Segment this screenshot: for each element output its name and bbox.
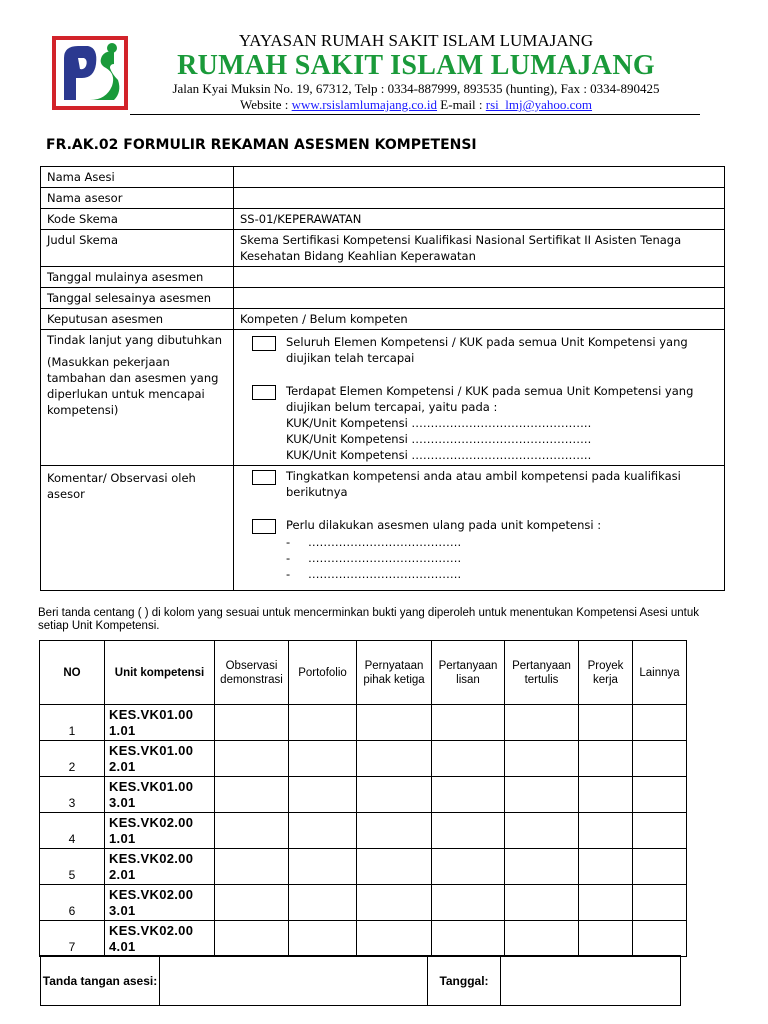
evidence-check-cell[interactable] bbox=[357, 741, 432, 777]
evidence-check-cell[interactable] bbox=[289, 705, 357, 741]
header-observasi: Observasi demonstrasi bbox=[215, 641, 289, 705]
evidence-check-cell[interactable] bbox=[432, 813, 505, 849]
evidence-check-cell[interactable] bbox=[579, 885, 633, 921]
signature-table bbox=[40, 955, 681, 1006]
tanggal-selesai-field[interactable] bbox=[234, 288, 725, 309]
evidence-check-cell[interactable] bbox=[432, 705, 505, 741]
evidence-check-cell[interactable] bbox=[215, 777, 289, 813]
evidence-check-cell[interactable] bbox=[289, 777, 357, 813]
row-komentar bbox=[41, 466, 725, 591]
row-number: 3 bbox=[40, 777, 105, 813]
row-kode-skema bbox=[41, 209, 725, 230]
evidence-check-cell[interactable] bbox=[432, 741, 505, 777]
unit-code-line-2: 1.01 bbox=[109, 722, 136, 738]
row-number: 7 bbox=[40, 921, 105, 957]
dash-line-3: - …………………………………. bbox=[286, 567, 462, 581]
kode-skema-label: Kode Skema bbox=[41, 209, 234, 230]
header-pertanyaan-lisan: Pertanyaan lisan bbox=[432, 641, 505, 705]
unit-code-line-1: KES.VK02.00 bbox=[109, 886, 194, 902]
hospital-logo bbox=[52, 36, 128, 110]
unit-code bbox=[105, 849, 215, 885]
evidence-check-cell[interactable] bbox=[432, 849, 505, 885]
evidence-check-cell[interactable] bbox=[505, 813, 579, 849]
evidence-check-cell[interactable] bbox=[579, 849, 633, 885]
tindak-lanjut-note: (Masukkan pekerjaan tambahan dan asesmen yang diperlukan untuk mencapai kompetensi) bbox=[47, 355, 219, 417]
unit-code bbox=[105, 777, 215, 813]
header-lainnya: Lainnya bbox=[633, 641, 687, 705]
evidence-check-cell[interactable] bbox=[633, 777, 687, 813]
table-row bbox=[40, 885, 687, 921]
komentar-option-1 bbox=[252, 468, 718, 500]
table-row bbox=[40, 921, 687, 957]
row-number: 5 bbox=[40, 849, 105, 885]
tanda-tangan-field[interactable] bbox=[160, 956, 428, 1006]
kuk-line-2: KUK/Unit Kompetensi ……………………………………….. bbox=[286, 432, 592, 446]
evidence-check-cell[interactable] bbox=[357, 777, 432, 813]
komentar-option-2-text: Perlu dilakukan asesmen ulang pada unit kompetensi : bbox=[286, 518, 602, 532]
header-divider bbox=[130, 114, 700, 115]
tindak-lanjut-label-cell bbox=[41, 330, 234, 466]
row-tindak-lanjut bbox=[41, 330, 725, 466]
evidence-check-cell[interactable] bbox=[215, 849, 289, 885]
judul-skema-label: Judul Skema bbox=[41, 230, 234, 267]
komentar-option-2 bbox=[252, 517, 718, 534]
checkbox-komentar-1[interactable] bbox=[252, 470, 276, 485]
email-label: E-mail : bbox=[440, 97, 483, 112]
table-row bbox=[40, 849, 687, 885]
unit-code bbox=[105, 885, 215, 921]
evidence-check-cell[interactable] bbox=[215, 885, 289, 921]
evidence-check-cell[interactable] bbox=[357, 921, 432, 957]
evidence-check-cell[interactable] bbox=[633, 705, 687, 741]
form-title: FR.AK.02 FORMULIR REKAMAN ASESMEN KOMPETENSI bbox=[46, 137, 477, 153]
units-header-row bbox=[40, 641, 687, 705]
header-pernyataan: Pernyataan pihak ketiga bbox=[357, 641, 432, 705]
foundation-name: YAYASAN RUMAH SAKIT ISLAM LUMAJANG bbox=[238, 31, 594, 50]
table-row bbox=[40, 705, 687, 741]
nama-asesi-label: Nama Asesi bbox=[41, 167, 234, 188]
komentar-option-1-text: Tingkatkan kompetensi anda atau ambil kompetensi pada kualifikasi berikutnya bbox=[286, 469, 681, 499]
evidence-check-cell[interactable] bbox=[579, 777, 633, 813]
kuk-line-3: KUK/Unit Kompetensi ……………………………………….. bbox=[286, 448, 592, 462]
evidence-check-cell[interactable] bbox=[289, 849, 357, 885]
evidence-check-cell[interactable] bbox=[357, 885, 432, 921]
judul-skema-value: Skema Sertifikasi Kompetensi Kualifikasi Nasional Sertifikat II Asisten Tenaga Kesehatan Bidang Keahlian Keperawatan bbox=[234, 230, 725, 267]
evidence-check-cell[interactable] bbox=[505, 741, 579, 777]
table-row bbox=[40, 777, 687, 813]
evidence-check-cell[interactable] bbox=[357, 705, 432, 741]
tindak-option-1 bbox=[252, 334, 718, 366]
instruction-note: Beri tanda centang ( ) di kolom yang sesuai untuk mencerminkan bukti yang diperoleh untuk menentukan Kompetensi Asesi untuk setiap Unit Kompetensi. bbox=[38, 607, 699, 632]
tanggal-label: Tanggal: bbox=[428, 956, 501, 1006]
checkbox-tindak-2[interactable] bbox=[252, 385, 276, 400]
evidence-check-cell[interactable] bbox=[289, 741, 357, 777]
tanda-tangan-label: Tanda tangan asesi: bbox=[41, 956, 160, 1006]
header-pertanyaan-tertulis: Pertanyaan tertulis bbox=[505, 641, 579, 705]
unit-code-line-2: 1.01 bbox=[109, 830, 136, 846]
evidence-check-cell[interactable] bbox=[633, 813, 687, 849]
evidence-check-cell[interactable] bbox=[579, 705, 633, 741]
unit-code-line-1: KES.VK02.00 bbox=[109, 922, 194, 938]
email-link[interactable]: rsi_lmj@yahoo.com bbox=[485, 97, 593, 112]
evidence-check-cell[interactable] bbox=[289, 813, 357, 849]
evidence-check-cell[interactable] bbox=[215, 921, 289, 957]
unit-code-line-1: KES.VK01.00 bbox=[109, 742, 194, 758]
evidence-check-cell[interactable] bbox=[633, 921, 687, 957]
dash-line-2: - …………………………………. bbox=[286, 551, 462, 565]
evidence-check-cell[interactable] bbox=[432, 921, 505, 957]
row-tanggal-mulai bbox=[41, 267, 725, 288]
evidence-check-cell[interactable] bbox=[633, 885, 687, 921]
evidence-check-cell[interactable] bbox=[579, 741, 633, 777]
unit-code bbox=[105, 813, 215, 849]
tindak-option-2 bbox=[252, 383, 718, 415]
evidence-check-cell[interactable] bbox=[357, 813, 432, 849]
row-number: 1 bbox=[40, 705, 105, 741]
header-proyek-kerja: Proyek kerja bbox=[579, 641, 633, 705]
website-link[interactable]: www.rsislamlumajang.co.id bbox=[291, 97, 438, 112]
komentar-label: Komentar/ Observasi oleh asesor bbox=[41, 466, 234, 591]
hospital-name: RUMAH SAKIT ISLAM LUMAJANG bbox=[177, 50, 655, 81]
unit-code-line-2: 3.01 bbox=[109, 902, 136, 918]
evidence-check-cell[interactable] bbox=[505, 705, 579, 741]
tanggal-mulai-label: Tanggal mulainya asesmen bbox=[41, 267, 234, 288]
unit-code bbox=[105, 921, 215, 957]
evidence-check-cell[interactable] bbox=[215, 813, 289, 849]
table-row bbox=[40, 813, 687, 849]
evidence-check-cell[interactable] bbox=[215, 741, 289, 777]
nama-asesi-field[interactable] bbox=[234, 167, 725, 188]
unit-kompetensi-table bbox=[39, 640, 687, 957]
evidence-check-cell[interactable] bbox=[432, 885, 505, 921]
row-number: 2 bbox=[40, 741, 105, 777]
row-number: 6 bbox=[40, 885, 105, 921]
checkbox-tindak-1[interactable] bbox=[252, 336, 276, 351]
row-tanggal-selesai bbox=[41, 288, 725, 309]
unit-code-line-1: KES.VK02.00 bbox=[109, 850, 194, 866]
keputusan-label: Keputusan asesmen bbox=[41, 309, 234, 330]
evidence-check-cell[interactable] bbox=[505, 849, 579, 885]
tanggal-selesai-label: Tanggal selesainya asesmen bbox=[41, 288, 234, 309]
row-number: 4 bbox=[40, 813, 105, 849]
row-keputusan bbox=[41, 309, 725, 330]
header-no: NO bbox=[40, 641, 105, 705]
evidence-check-cell[interactable] bbox=[505, 921, 579, 957]
evidence-check-cell[interactable] bbox=[357, 849, 432, 885]
hospital-address: Jalan Kyai Muksin No. 19, 67312, Telp : 0334-887999, 893535 (hunting), Fax : 0334-890425 bbox=[172, 81, 660, 96]
komentar-options bbox=[234, 466, 725, 591]
contact-line bbox=[140, 97, 692, 113]
unit-code-line-2: 3.01 bbox=[109, 794, 136, 810]
unit-code bbox=[105, 705, 215, 741]
keputusan-value: Kompeten / Belum kompeten bbox=[234, 309, 725, 330]
kode-skema-value: SS-01/KEPERAWATAN bbox=[234, 209, 725, 230]
unit-code-line-2: 4.01 bbox=[109, 938, 136, 954]
evidence-check-cell[interactable] bbox=[505, 777, 579, 813]
tindak-option-2-text: Terdapat Elemen Kompetensi / KUK pada semua Unit Kompetensi yang diujikan belum tercapai, yaitu pada : bbox=[286, 384, 694, 414]
tanggal-mulai-field[interactable] bbox=[234, 267, 725, 288]
checkbox-komentar-2[interactable] bbox=[252, 519, 276, 534]
tindak-lanjut-label: Tindak lanjut yang dibutuhkan bbox=[47, 333, 223, 347]
header-portofolio: Portofolio bbox=[289, 641, 357, 705]
tanggal-field[interactable] bbox=[501, 956, 681, 1006]
header-unit-kompetensi: Unit kompetensi bbox=[105, 641, 215, 705]
unit-rows bbox=[40, 705, 687, 957]
signature-row bbox=[41, 956, 681, 1006]
evidence-check-cell[interactable] bbox=[579, 921, 633, 957]
evidence-check-cell[interactable] bbox=[633, 849, 687, 885]
unit-code-line-1: KES.VK01.00 bbox=[109, 778, 194, 794]
unit-code bbox=[105, 741, 215, 777]
tindak-lanjut-options bbox=[234, 330, 725, 466]
row-nama-asesor bbox=[41, 188, 725, 209]
unit-code-line-1: KES.VK02.00 bbox=[109, 814, 194, 830]
evidence-check-cell[interactable] bbox=[215, 705, 289, 741]
website-label: Website : bbox=[239, 97, 289, 112]
unit-code-line-2: 2.01 bbox=[109, 866, 136, 882]
evidence-check-cell[interactable] bbox=[579, 813, 633, 849]
tindak-option-1-text: Seluruh Elemen Kompetensi / KUK pada semua Unit Kompetensi yang diujikan telah tercapai bbox=[286, 335, 688, 365]
evidence-check-cell[interactable] bbox=[289, 921, 357, 957]
table-row bbox=[40, 741, 687, 777]
evidence-check-cell[interactable] bbox=[432, 777, 505, 813]
evidence-check-cell[interactable] bbox=[505, 885, 579, 921]
unit-code-line-2: 2.01 bbox=[109, 758, 136, 774]
evidence-check-cell[interactable] bbox=[289, 885, 357, 921]
row-judul-skema bbox=[41, 230, 725, 267]
unit-code-line-1: KES.VK01.00 bbox=[109, 706, 194, 722]
kuk-line-1: KUK/Unit Kompetensi ……………………………………….. bbox=[286, 416, 592, 430]
dash-line-1: - …………………………………. bbox=[286, 535, 462, 549]
nama-asesor-label: Nama asesor bbox=[41, 188, 234, 209]
nama-asesor-field[interactable] bbox=[234, 188, 725, 209]
evidence-check-cell[interactable] bbox=[633, 741, 687, 777]
row-nama-asesi bbox=[41, 167, 725, 188]
assessment-info-table bbox=[40, 166, 725, 591]
